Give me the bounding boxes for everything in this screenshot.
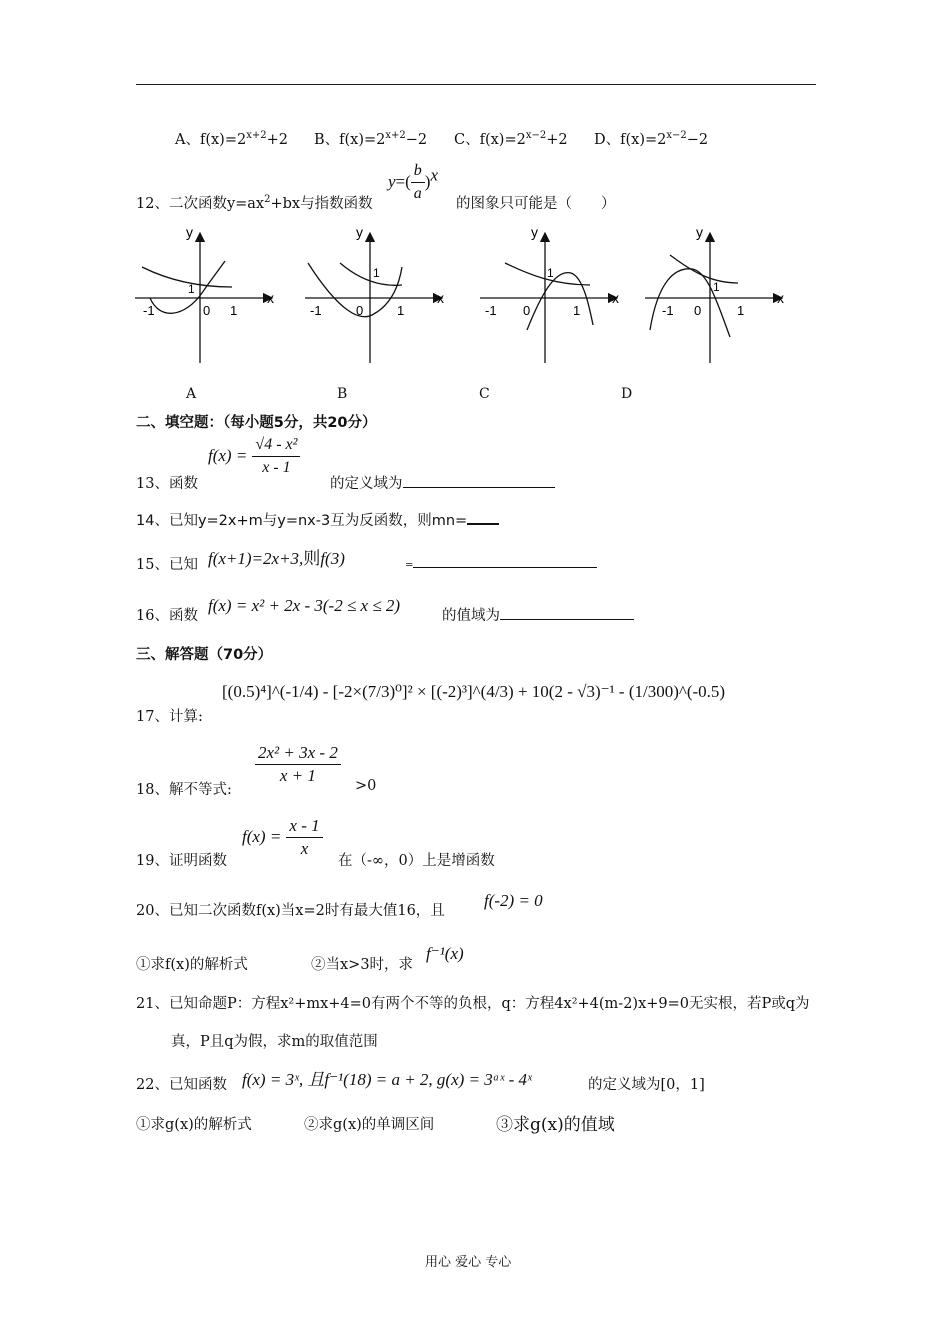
q13-formula: f(x) = $\frac{\text{√4 - x²}}{x - 1}$ [208,434,300,479]
q11-option-a: A、$f(x)=2^{x+2}+2$ [175,130,288,148]
q22-suffix: 的定义域为[0，1] [588,1077,705,1093]
q20-sub2-formula: f⁻¹(x) [426,944,464,963]
q16-blank [500,605,634,620]
tick-y1: 1 [547,266,554,280]
q16-prefix: 16、函数 [136,608,198,624]
q14-text: 14、已知y=2x+m与y=nx-3互为反函数，则mn= [136,509,499,530]
header-rule [136,84,816,85]
q22-formula: f(x) = 3ˣ, 且f⁻¹(18) = a + 2, g(x) = 3ᵃˣ - 4ˣ [242,1070,532,1089]
q18-suffix: >0 [355,778,377,794]
q17-formula: [(0.5)⁴]^(-1/4) - [-2×(7/3)⁰]² × [(-2)³]^(4/3) + 10(2 - √3)⁻¹ - (1/300)^(-0.5) [222,682,726,701]
x-label: x [777,290,784,306]
section-2-title: 二、填空题：（每小题5分，共20分） [136,415,377,431]
tick-y1: 1 [188,282,195,296]
graph-c [475,225,635,370]
exp-curve [670,255,738,283]
q21-line2: 真，P且q为假，求m的取值范围 [171,1034,378,1050]
x-label: x [267,290,274,306]
q12-prefix: 12、二次函数$y=ax^2+bx$与指数函数 [136,194,373,212]
q19-suffix: 在（-∞，0）上是增函数 [338,853,495,869]
q13-blank [403,473,555,488]
q20-formula: f(-2) = 0 [484,891,543,910]
tick-neg1: -1 [310,303,322,318]
y-label: y [531,225,538,240]
q13-suffix: 的定义域为 [330,472,555,493]
tick-neg1: -1 [485,303,497,318]
q22-sub2: ②求g(x)的单调区间 [304,1117,435,1133]
tick-neg1: -1 [143,303,155,318]
page-footer: 用心 爱心 专心 [425,1255,512,1270]
q18-formula: $\frac{\text{2x² + 3x - 2}}{x + 1}$ [255,742,341,787]
q17-prefix: 17、计算: [136,709,203,725]
tick-0: 0 [356,303,364,318]
tick-y1: 1 [713,280,720,294]
q15-blank-wrap: = [405,553,597,572]
q20-sub2: ②当x>3时，求 [311,957,414,973]
q20-text: 20、已知二次函数f(x)当x=2时有最大值16，且 [136,903,445,919]
tick-y1: 1 [373,266,380,280]
q16-formula: f(x) = x² + 2x - 3(-2 ≤ x ≤ 2) [208,596,401,615]
y-label: y [356,225,363,240]
q12-suffix: 的图象只可能是（ ） [456,196,616,212]
q20-sub1: ①求f(x)的解析式 [136,957,248,973]
q11-option-b: B、$f(x)=2^{x+2}-2$ [314,130,428,148]
q11-option-c: C、$f(x)=2^{x-2}+2$ [454,130,568,148]
tick-1: 1 [573,303,581,318]
tick-1: 1 [737,303,745,318]
graph-a [130,225,290,370]
tick-0: 0 [694,303,702,318]
graph-label-c: C [479,386,490,402]
tick-1: 1 [230,303,238,318]
q14-blank [467,509,499,525]
q13-prefix: 13、函数 [136,476,198,492]
tick-1: 1 [397,303,405,318]
x-label: x [437,290,444,306]
tick-neg1: -1 [662,303,674,318]
q22-prefix: 22、已知函数 [136,1077,227,1093]
q19-prefix: 19、证明函数 [136,853,227,869]
section-3-title: 三、解答题（70分） [136,647,273,663]
graph-label-a: A [186,386,197,402]
graph-b [300,225,460,370]
q15-formula: f(x+1)=2x+3,则f(3) [208,549,345,568]
q16-suffix: 的值域为 [442,604,634,625]
q15-blank [413,553,597,568]
q19-formula: f(x) = $\frac{x - 1}{x}$ [242,815,323,860]
graph-label-d: D [621,386,633,402]
tick-0: 0 [203,303,211,318]
tick-0: 0 [523,303,531,318]
q22-sub3: ③求g(x)的值域 [496,1115,615,1135]
parabola-curve [527,273,593,330]
q18-prefix: 18、解不等式: [136,782,232,798]
graph-label-b: B [337,386,348,402]
y-label: y [696,225,703,240]
q12-formula: y=( $\frac{b}{a}$ )$^x$ [388,162,439,202]
x-label: x [612,290,619,306]
q15-prefix: 15、已知 [136,557,198,573]
q22-sub1: ①求g(x)的解析式 [136,1117,252,1133]
y-label: y [186,225,193,240]
graph-d [640,225,800,370]
q21-line1: 21、已知命题P：方程x²+mx+4=0有两个不等的负根，q：方程4x²+4(m-2)x+9=0无实根，若P或q为 [136,996,810,1012]
exp-curve [340,263,402,285]
parabola-curve [308,263,405,318]
q11-option-d: D、$f(x)=2^{x-2}-2$ [594,130,709,148]
